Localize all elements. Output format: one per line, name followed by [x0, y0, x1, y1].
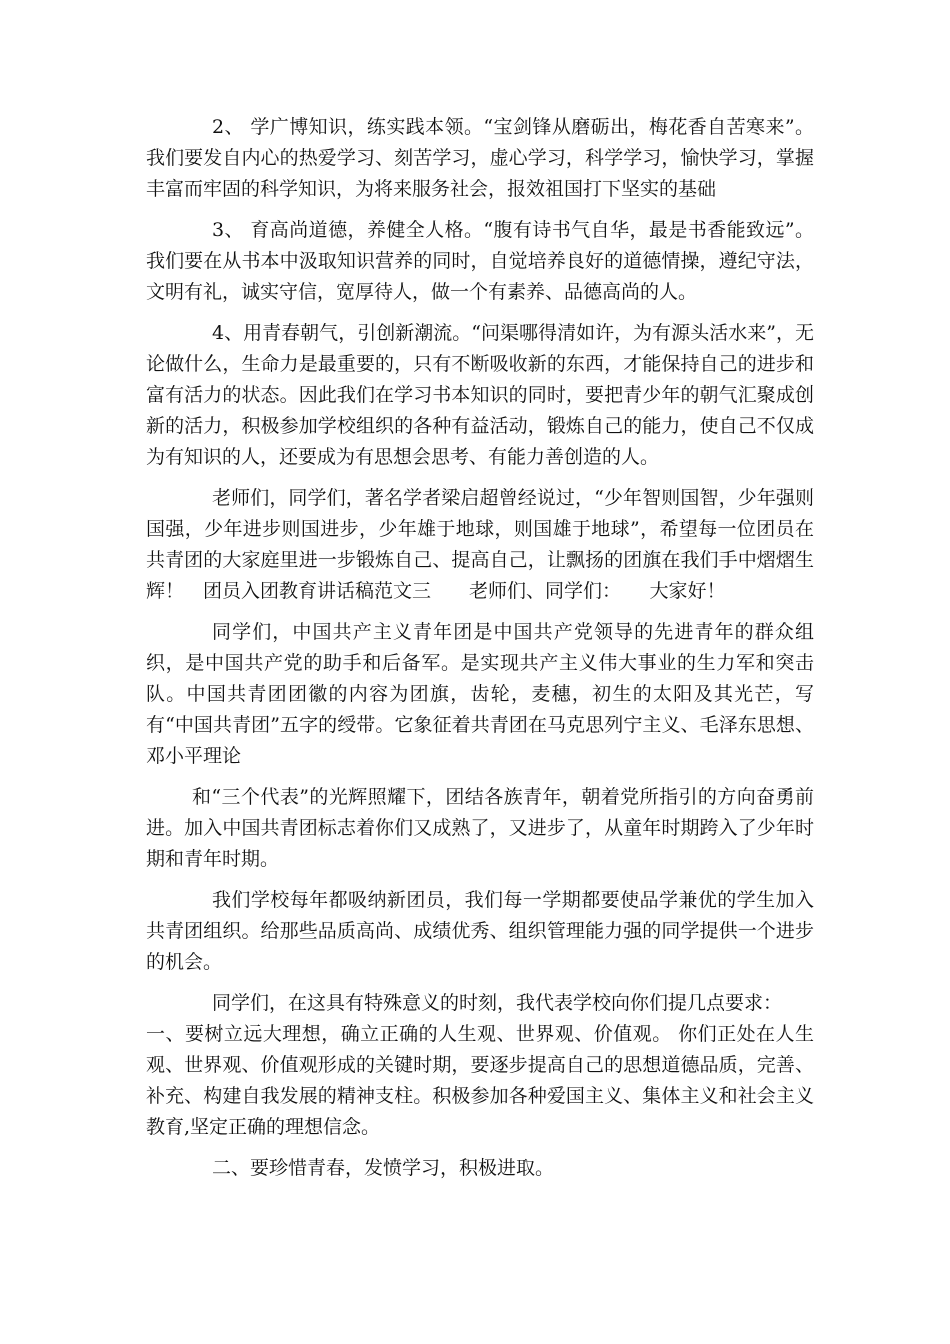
paragraph-point-3: 3、 育高尚道德，养健全人格。“腹有诗书气自华，最是书香能致远”。我们要在从书本中汲取知识营养的同时，自觉培养良好的道德情操，遵纪守法，文明有礼，诚实守信，宽厚待人，做一个有素养、品德高尚的人。	[146, 219, 814, 303]
paragraph-requirement-1: 一、要树立远大理想，确立正确的人生观、世界观、价值观。 你们正处在人生观、世界观、价值观形成的关键时期，要逐步提高自己的思想道德品质，完善、补充、构建自我发展的精神支柱。积极参加各种爱国主义、集体主义和社会主义教育,坚定正确的理想信念。	[146, 1023, 814, 1138]
paragraph-point-2: 2、 学广博知识，练实践本领。“宝剑锋从磨砺出，梅花香自苦寒来”。我们要发自内心的热爱学习、刻苦学习，虚心学习，科学学习，愉快学习，掌握丰富而牢固的科学知识，为将来服务社会，报效祖国打下坚实的基础	[146, 116, 814, 200]
paragraph-liang-qichao-quote: 老师们，同学们，著名学者梁启超曾经说过，“少年智则国智，少年强则国强，少年进步则国进步，少年雄于地球，则国雄于地球”，希望每一位团员在共青团的大家庭里进一步锻炼自己、提高自己，让飘扬的团旗在我们手中熠熠生辉！ 团员入团教育讲话稿范文三 老师们、同学们： 大家好！	[146, 487, 814, 602]
document-page	[146, 112, 814, 1194]
paragraph-league-intro: 同学们，中国共产主义青年团是中国共产党领导的先进青年的群众组织，是中国共产党的助手和后备军。是实现共产主义伟大事业的生力军和突击队。中国共青团团徽的内容为团旗，齿轮，麦穗，初生的太阳及其光芒，写有“中国共青团”五字的绶带。它象征着共青团在马克思列宁主义、毛泽东思想、邓小平理论	[146, 621, 814, 767]
paragraph-point-4: 4、用青春朝气，引创新潮流。“问渠哪得清如许，为有源头活水来”，无论做什么，生命力是最重要的，只有不断吸收新的东西，才能保持自己的进步和富有活力的状态。因此我们在学习书本知识的同时，要把青少年的朝气汇聚成创新的活力，积极参加学校组织的各种有益活动，锻炼自己的能力，使自己不仅成为有知识的人，还要成为有思想会思考、有能力善创造的人。	[146, 322, 814, 468]
paragraph-requirements-intro: 同学们，在这具有特殊意义的时刻，我代表学校向你们提几点要求：	[212, 992, 783, 1014]
paragraph-new-members: 我们学校每年都吸纳新团员，我们每一学期都要使品学兼优的学生加入共青团组织。给那些品质高尚、成绩优秀、组织管理能力强的同学提供一个进步的机会。	[146, 889, 814, 973]
paragraph-three-represents: 和“三个代表”的光辉照耀下，团结各族青年，朝着党所指引的方向奋勇前进。加入中国共青团标志着你们又成熟了，又进步了，从童年时期跨入了少年时期和青年时期。	[146, 786, 814, 870]
paragraph-requirement-2: 二、要珍惜青春，发愤学习，积极进取。	[212, 1157, 555, 1179]
